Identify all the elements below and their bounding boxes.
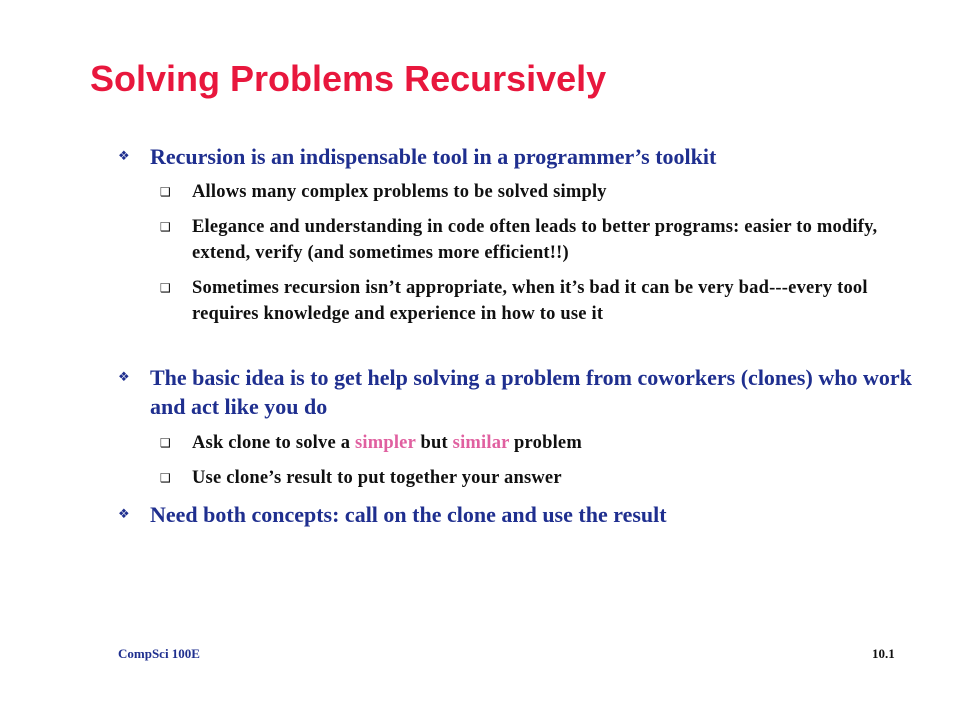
sub-bullet-elegance	[118, 214, 918, 266]
bullet-recursion	[118, 142, 918, 171]
bullet-text: Need both concepts: call on the clone and use the result	[150, 502, 667, 527]
square-bullet-icon: ❑	[160, 281, 171, 295]
slide-title: Solving Problems Recursively	[90, 58, 607, 99]
sub-bullet-text: Use clone’s result to put together your answer	[192, 468, 562, 488]
bullet-basic-idea	[118, 363, 918, 421]
sub-bullet-text: Allows many complex problems to be solved simply	[192, 182, 607, 202]
sub-bullet-ask-clone	[118, 430, 918, 456]
diamond-bullet-icon: ❖	[118, 507, 130, 522]
square-bullet-icon: ❑	[160, 436, 171, 450]
footer-course: CompSci 100E	[118, 646, 200, 661]
bullet-text: The basic idea is to get help solving a problem from coworkers (clones) who work and act like you do	[150, 365, 912, 419]
sub-bullet-text-post: problem	[509, 433, 582, 453]
footer-slide-number: 10.1	[872, 646, 895, 661]
bullet-text: Recursion is an indispensable tool in a programmer’s toolkit	[150, 144, 717, 169]
square-bullet-icon: ❑	[160, 185, 171, 199]
bullet-need-both	[118, 500, 918, 529]
bullet-list	[118, 142, 918, 529]
sub-bullet-simply	[118, 179, 918, 205]
sub-bullet-sometimes	[118, 275, 918, 327]
sub-bullet-text: Sometimes recursion isn’t appropriate, when it’s bad it can be very bad---every tool requires knowledge and experience in how to use it	[192, 278, 868, 324]
sub-bullet-text-pre: Ask clone to solve a	[192, 433, 355, 453]
sub-bullet-use-result	[118, 465, 918, 491]
sub-bullet-text-mid: but	[415, 433, 453, 453]
square-bullet-icon: ❑	[160, 220, 171, 234]
highlight-similar: similar	[452, 433, 510, 453]
diamond-bullet-icon: ❖	[118, 149, 130, 164]
highlight-simpler: simpler	[355, 433, 416, 453]
diamond-bullet-icon: ❖	[118, 370, 130, 385]
sub-bullet-text: Elegance and understanding in code often leads to better programs: easier to modify, extend, verify (and sometimes more efficient!!)	[192, 217, 878, 263]
square-bullet-icon: ❑	[160, 471, 171, 485]
